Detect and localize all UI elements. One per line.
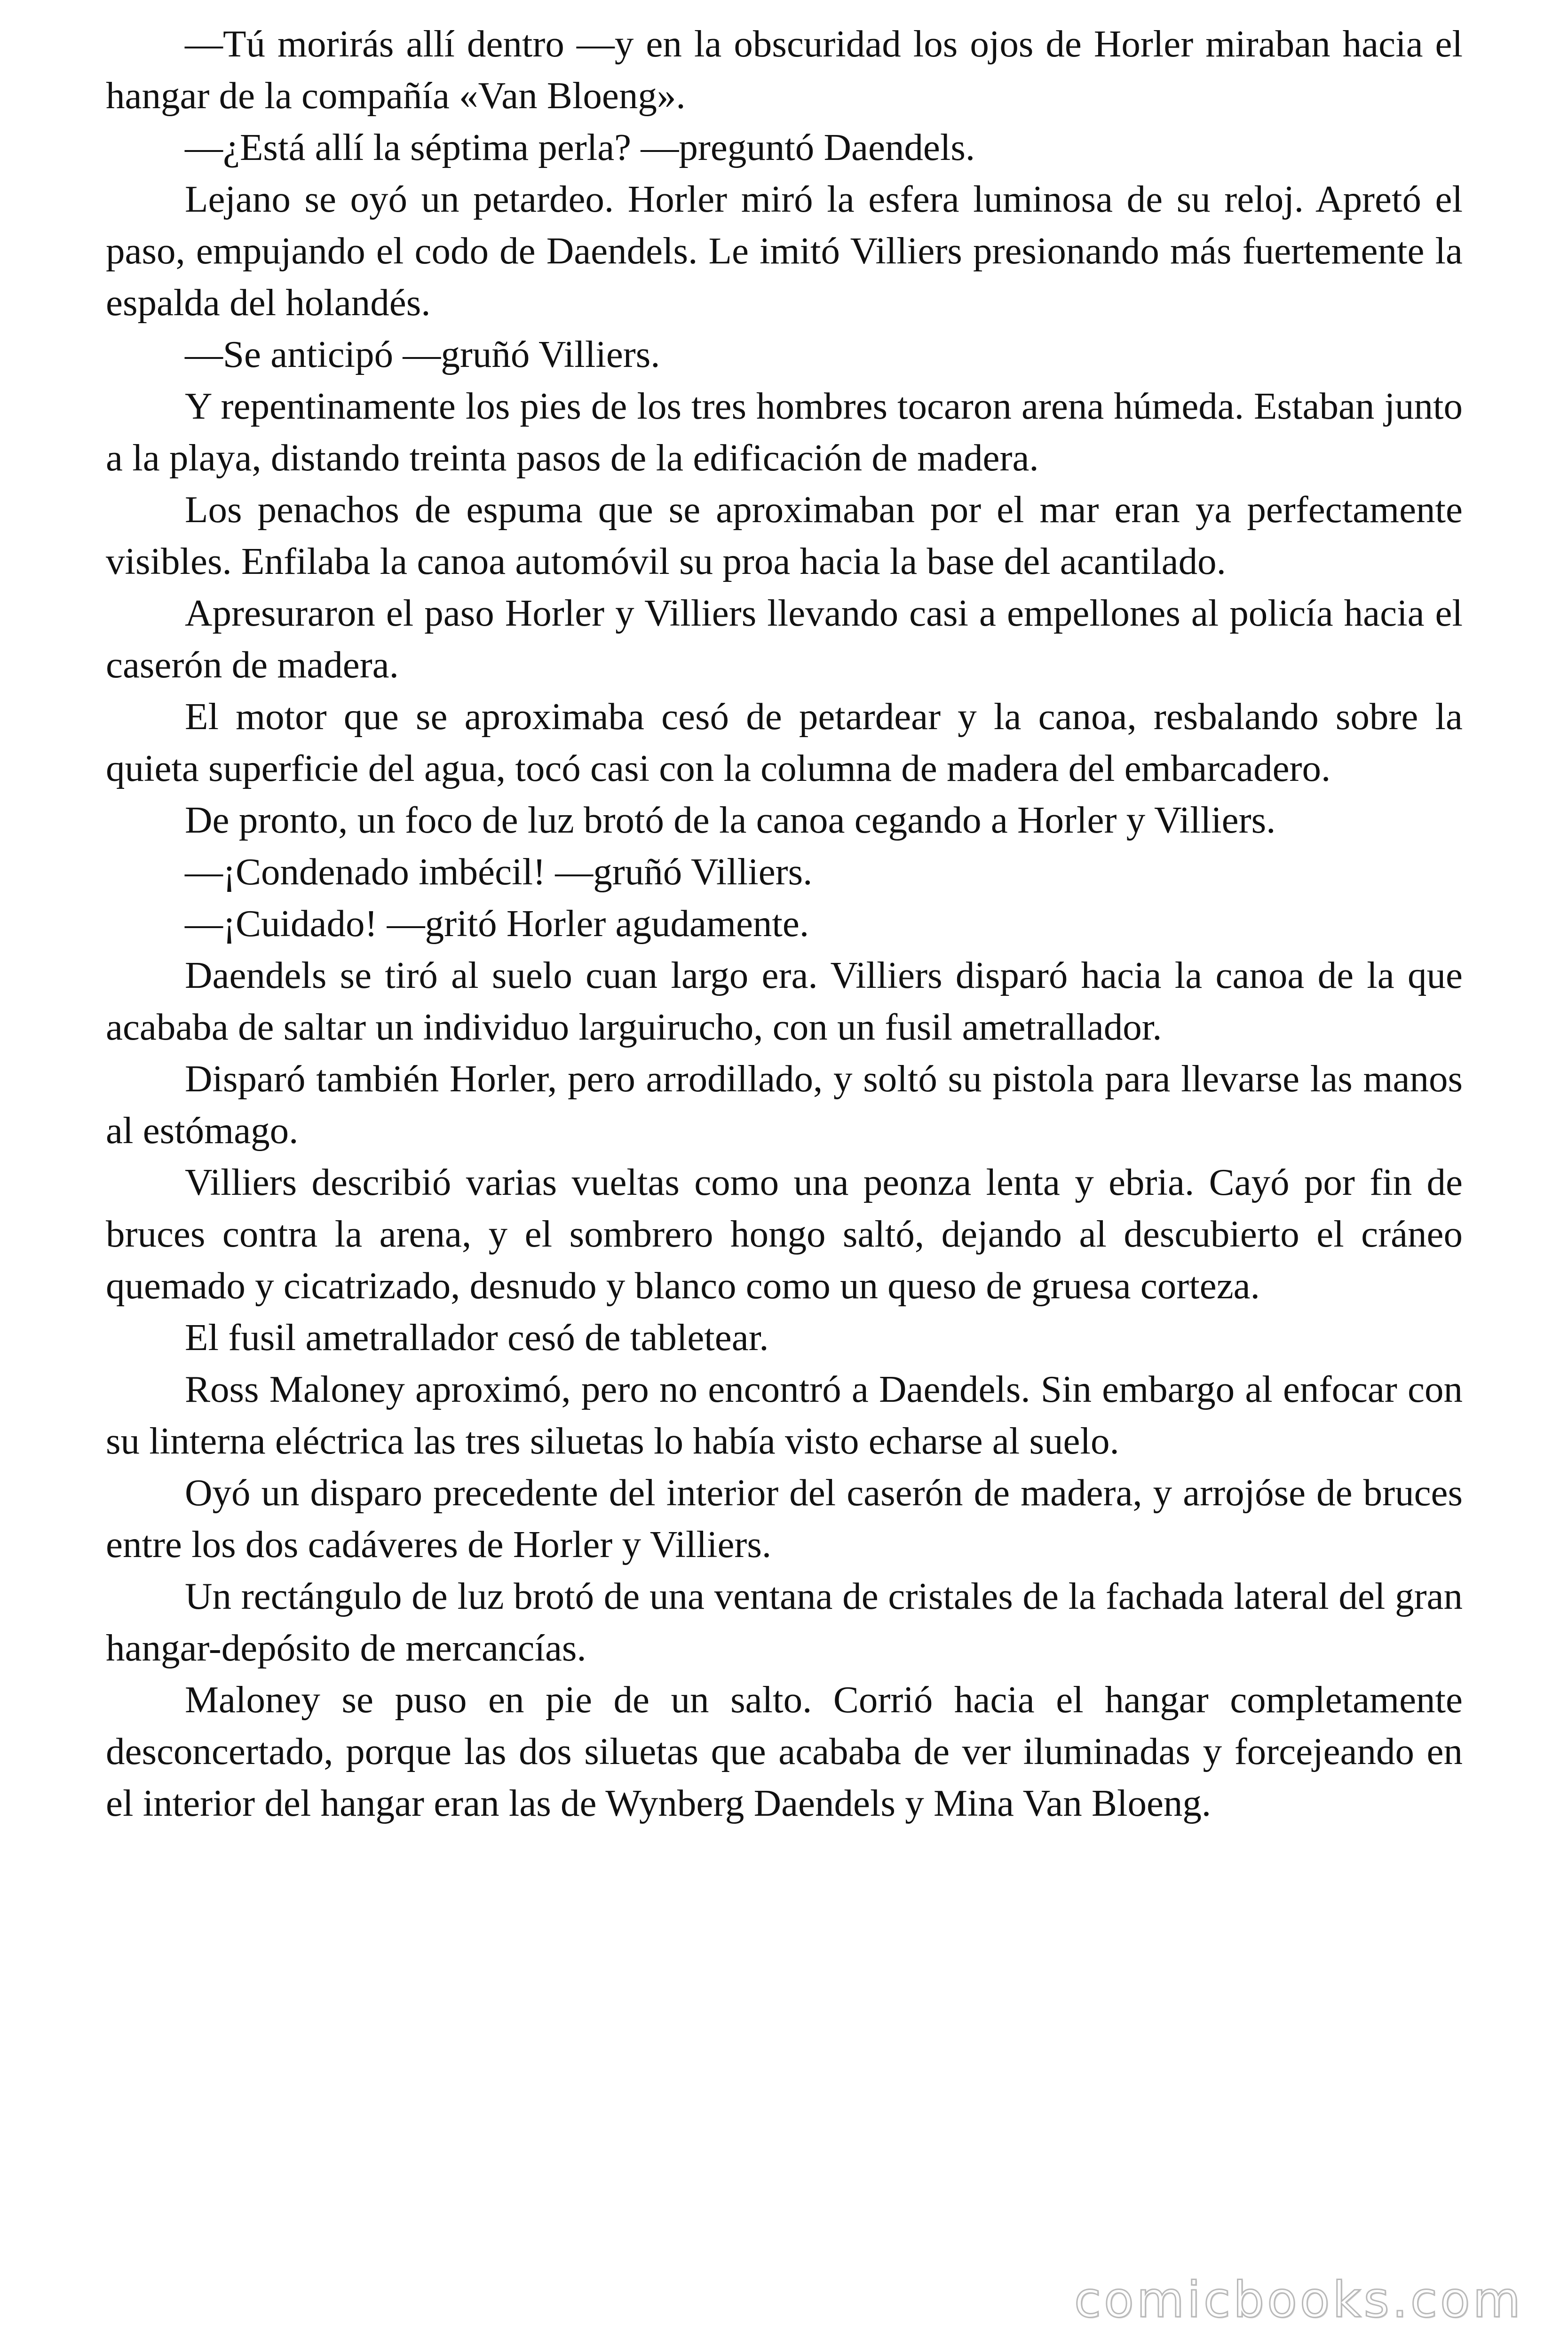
paragraph: El motor que se aproximaba cesó de petardear y la canoa, resbalando sobre la quieta superficie del agua, tocó casi con la columna de madera del embarcadero. (106, 695, 1463, 789)
paragraph: Y repentinamente los pies de los tres hombres tocaron arena húmeda. Estaban junto a la playa, distando treinta pasos de la edificación de madera. (106, 385, 1463, 479)
paragraph: Un rectángulo de luz brotó de una ventana de cristales de la fachada lateral del gran hangar-depósito de mercancías. (106, 1575, 1463, 1669)
paragraph: De pronto, un foco de luz brotó de la canoa cegando a Horler y Villiers. (185, 799, 1276, 841)
paragraph: Villiers describió varias vueltas como una peonza lenta y ebria. Cayó por fin de bruces contra la arena, y el sombrero hongo saltó, dejando al descubierto el cráneo quemado y cicatrizado, desnudo y blanco como un queso de gruesa corteza. (106, 1161, 1463, 1307)
paragraph: El fusil ametrallador cesó de tabletear. (185, 1316, 769, 1359)
paragraph: —Tú morirás allí dentro —y en la obscuridad los ojos de Horler miraban hacia el hangar de la compañía «Van Bloeng». (106, 23, 1463, 117)
paragraph: Disparó también Horler, pero arrodillado, y soltó su pistola para llevarse las manos al estómago. (106, 1057, 1463, 1152)
paragraph: —¡Cuidado! —gritó Horler agudamente. (185, 902, 809, 945)
paragraph: Lejano se oyó un petardeo. Horler miró la esfera luminosa de su reloj. Apretó el paso, empujando el codo de Daendels. Le imitó Villiers presionando más fuertemente la espalda del holandés. (106, 178, 1463, 324)
paragraph: Los penachos de espuma que se aproximaban por el mar eran ya perfectamente visibles. Enfilaba la canoa automóvil su proa hacia la base del acantilado. (106, 488, 1463, 582)
paragraph: —¡Condenado imbécil! —gruñó Villiers. (185, 850, 813, 893)
paragraph: Apresuraron el paso Horler y Villiers llevando casi a empellones al policía hacia el caserón de madera. (106, 592, 1463, 686)
paragraph: Ross Maloney aproximó, pero no encontró a Daendels. Sin embargo al enfocar con su linterna eléctrica las tres siluetas lo había visto echarse al suelo. (106, 1368, 1463, 1462)
paragraph: Daendels se tiró al suelo cuan largo era. Villiers disparó hacia la canoa de la que acababa de saltar un individuo larguirucho, con un fusil ametrallador. (106, 954, 1463, 1048)
paragraph: Maloney se puso en pie de un salto. Corrió hacia el hangar completamente desconcertado, porque las dos siluetas que acababa de ver iluminadas y forcejeando en el interior del hangar eran las de Wynberg Daendels y Mina Van Bloeng. (106, 1678, 1463, 1824)
paragraph: —¿Está allí la séptima perla? —preguntó Daendels. (185, 126, 975, 168)
watermark-logo: comicbooks.com (1074, 2271, 1523, 2328)
book-page (106, 18, 1463, 1829)
paragraph: Oyó un disparo precedente del interior del caserón de madera, y arrojóse de bruces entre los dos cadáveres de Horler y Villiers. (106, 1471, 1463, 1565)
paragraph: —Se anticipó —gruñó Villiers. (185, 333, 660, 375)
